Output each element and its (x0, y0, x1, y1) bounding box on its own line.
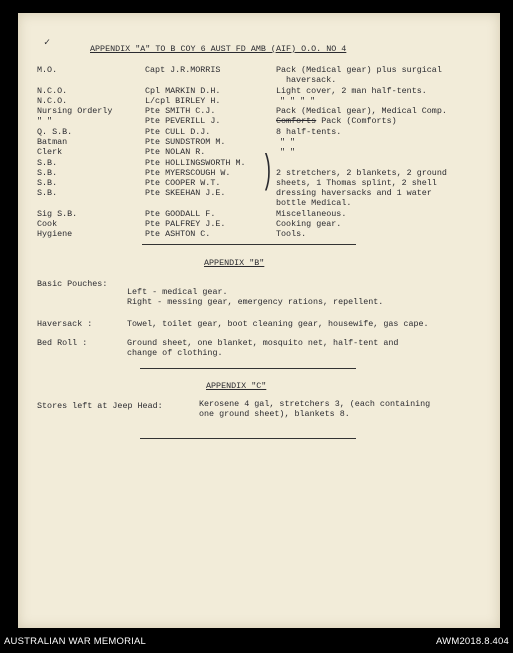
equipment-line: " " (280, 147, 296, 157)
basic-pouches-label: Basic Pouches: (37, 279, 108, 289)
name: Pte MYERSCOUGH W. (145, 168, 231, 178)
equipment-text: Pack (Comforts) (321, 116, 397, 126)
equipment-line: Pack (Medical gear), Medical Comp. (276, 106, 447, 116)
equipment-line: " " (280, 137, 296, 147)
equipment-line (276, 116, 397, 126)
bed-roll-line2: change of clothing. (127, 348, 223, 358)
name: Pte COOPER W.T. (145, 178, 221, 188)
role: S.B. (37, 178, 58, 188)
stores-line2: one ground sheet), blankets 8. (199, 409, 350, 419)
role: N.C.O. (37, 86, 68, 96)
role: Cook (37, 219, 58, 229)
role: " " (37, 116, 53, 126)
equipment-line: " " " " (280, 96, 316, 106)
brace: ) (262, 150, 273, 195)
equipment-line: Tools. (276, 229, 307, 239)
name: Pte GOODALL F. (145, 209, 216, 219)
struck-word: Comforts (276, 116, 317, 126)
equipment-line: dressing haversacks and 1 water (276, 188, 432, 198)
equipment-line: Cooking gear. (276, 219, 342, 229)
role: Sig S.B. (37, 209, 78, 219)
name: Pte PALFREY J.E. (145, 219, 226, 229)
appendix-a-title: APPENDIX "A" TO B COY 6 AUST FD AMB (AIF) O.O. NO 4 (90, 44, 347, 54)
pencil-mark: ✓ (44, 38, 51, 49)
stores-line1: Kerosene 4 gal, stretchers 3, (each containing (199, 399, 431, 409)
basic-pouches-left: Left - medical gear. (127, 287, 228, 297)
name: Pte SKEEHAN J.E. (145, 188, 226, 198)
equipment-line: Miscellaneous. (276, 209, 347, 219)
role: Nursing Orderly (37, 106, 113, 116)
role: N.C.O. (37, 96, 68, 106)
appendix-b-title: APPENDIX "B" (204, 258, 265, 268)
name: Pte PEVERILL J. (145, 116, 221, 126)
equipment-line: 2 stretchers, 2 blankets, 2 ground (276, 168, 447, 178)
section-divider (142, 244, 356, 245)
role: Batman (37, 137, 68, 147)
name: Pte SMITH C.J. (145, 106, 216, 116)
name: Pte ASHTON C. (145, 229, 211, 239)
role: Q. S.B. (37, 127, 73, 137)
bed-roll-line1: Ground sheet, one blanket, mosquito net, half-tent and (127, 338, 399, 348)
role: M.O. (37, 65, 58, 75)
equipment-line: Light cover, 2 man half-tents. (276, 86, 427, 96)
name: Pte NOLAN R. (145, 147, 206, 157)
equipment-line: haversack. (286, 75, 337, 85)
name: Capt J.R.MORRIS (145, 65, 221, 75)
haversack-text: Towel, toilet gear, boot cleaning gear, housewife, gas cape. (127, 319, 429, 329)
name: Pte HOLLINGSWORTH M. (145, 158, 246, 168)
name: L/cpl BIRLEY H. (145, 96, 221, 106)
equipment-line: sheets, 1 Thomas splint, 2 shell (276, 178, 437, 188)
role: Clerk (37, 147, 63, 157)
section-divider (140, 368, 356, 369)
section-divider (140, 438, 356, 439)
equipment-line: bottle Medical. (276, 198, 352, 208)
bed-roll-label: Bed Roll : (37, 338, 88, 348)
stores-label: Stores left at Jeep Head: (37, 401, 163, 411)
footer-institution: AUSTRALIAN WAR MEMORIAL (4, 636, 147, 647)
role: S.B. (37, 188, 58, 198)
equipment-line: 8 half-tents. (276, 127, 342, 137)
role: S.B. (37, 158, 58, 168)
name: Cpl MARKIN D.H. (145, 86, 221, 96)
footer-accession: AWM2018.8.404 (435, 636, 509, 647)
role: Hygiene (37, 229, 73, 239)
name: Pte SUNDSTROM M. (145, 137, 226, 147)
equipment-line: Pack (Medical gear) plus surgical (276, 65, 442, 75)
haversack-label: Haversack : (37, 319, 93, 329)
name: Pte CULL D.J. (145, 127, 211, 137)
appendix-c-title: APPENDIX "C" (206, 381, 267, 391)
role: S.B. (37, 168, 58, 178)
basic-pouches-right: Right - messing gear, emergency rations, repellent. (127, 297, 384, 307)
